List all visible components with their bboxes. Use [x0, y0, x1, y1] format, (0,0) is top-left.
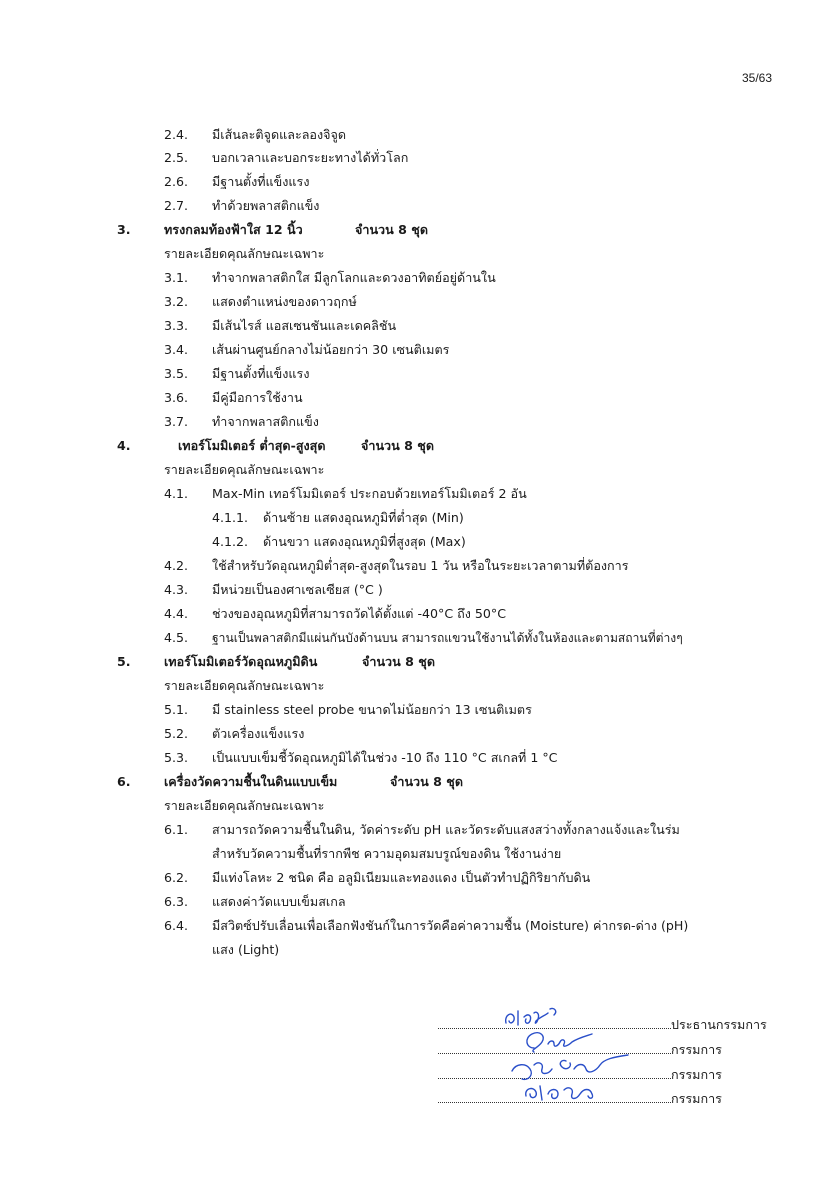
- signature-title: กรรมการ: [671, 1042, 722, 1057]
- section-title: เทอร์โมมิเตอร์วัดอุณหภูมิดิน: [164, 654, 318, 669]
- page-number: 35/63: [741, 71, 772, 85]
- handwritten-signature: [520, 1078, 610, 1104]
- section-title: ทรงกลมท้องฟ้าใส 12 นิ้ว: [164, 222, 303, 237]
- section-quantity: จำนวน 8 ชุด: [361, 438, 434, 453]
- section-title: เทอร์โมมิเตอร์ ต่ำสุด-สูงสุด: [178, 438, 326, 453]
- section-quantity: จำนวน 8 ชุด: [362, 654, 435, 669]
- signature-title: กรรมการ: [671, 1067, 722, 1082]
- signature-title: กรรมการ: [671, 1091, 722, 1106]
- section-quantity: จำนวน 8 ชุด: [390, 774, 463, 789]
- signature-title: ประธานกรรมการ: [671, 1017, 767, 1032]
- section-quantity: จำนวน 8 ชุด: [355, 222, 428, 237]
- section-title: เครื่องวัดความชื้นในดินแบบเข็ม: [164, 774, 338, 789]
